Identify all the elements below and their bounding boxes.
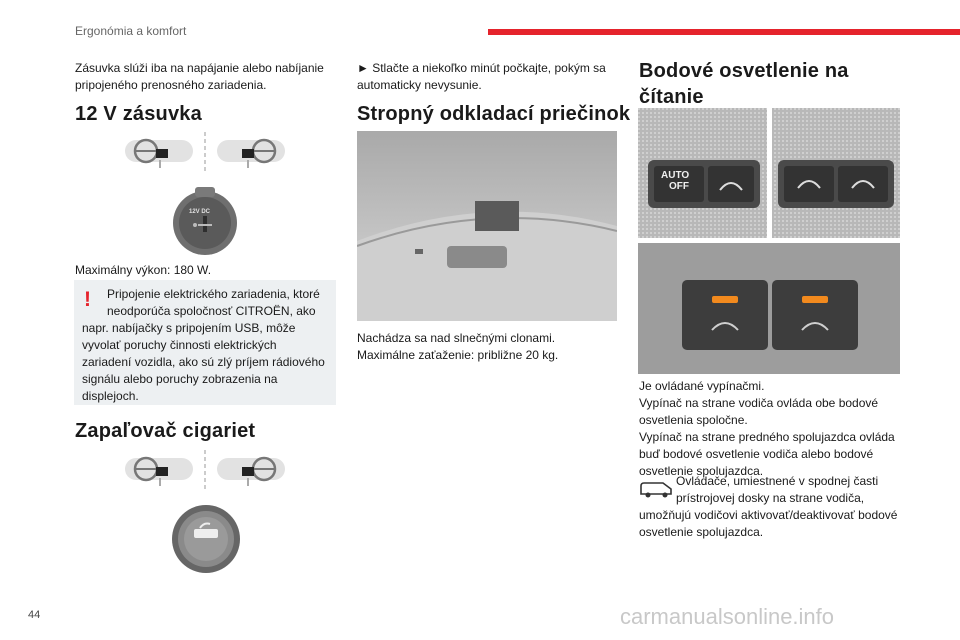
storage-heading: Stropný odkladací priečinok bbox=[357, 103, 631, 125]
warning-icon: ! bbox=[84, 288, 91, 311]
drive-side-diagram bbox=[120, 450, 290, 492]
warning-line: napr. nabíjačky s pripojením USB, môže bbox=[82, 321, 296, 335]
step-text: ► Stlačte a niekoľko minút počkajte, pokým sa automaticky nevysunie. bbox=[357, 61, 606, 92]
van-text-line: osvetlenie spolujazdca. bbox=[639, 525, 764, 539]
socket-12v-icon bbox=[170, 185, 240, 257]
socket-label: 12V DC bbox=[189, 209, 211, 215]
warning-box bbox=[74, 280, 336, 405]
header-accent-bar bbox=[488, 29, 960, 35]
warning-line: displejoch. bbox=[82, 389, 139, 403]
storage-text: Nachádza sa nad slnečnými clonami. Maximálne zaťaženie: približne 20 kg. bbox=[357, 331, 559, 362]
warning-line: signálu alebo poruchy zobrazenia na bbox=[82, 372, 278, 386]
page-number: 44 bbox=[28, 609, 41, 621]
reading-light-text: Je ovládané vypínačmi. Vypínač na strane vodiča ovláda obe bodové osvetlenia spoločne. Vypínač na strane predného spolujazdca ovláda buď bodové osvetlenie vodiča alebo bodové osvetlenie spolujazdca. bbox=[639, 379, 895, 478]
warning-line: neodporúča spoločnosť CITROËN, ako bbox=[107, 304, 316, 318]
van-text-line: umožňujú vodičovi aktivovať/deaktivovať bodové bbox=[639, 508, 898, 522]
lighter-heading: Zapaľovač cigariet bbox=[75, 420, 256, 442]
warning-line: Pripojenie elektrického zariadenia, ktoré bbox=[107, 287, 320, 301]
van-icon bbox=[639, 480, 673, 500]
intro-text: Zásuvka slúži iba na napájanie alebo nabíjanie pripojeného prenosného zariadenia. bbox=[75, 61, 324, 92]
warning-line: vyvolať poruchy činnosti elektrických bbox=[82, 338, 277, 352]
van-text-line: Ovládače, umiestnené v spodnej časti bbox=[676, 474, 879, 488]
van-text-line: prístrojovej dosky na strane vodiča, bbox=[676, 491, 865, 505]
drive-side-diagram bbox=[120, 132, 290, 174]
auto-off-label: AUTO OFF bbox=[661, 170, 690, 192]
cigarette-lighter-icon bbox=[170, 503, 242, 575]
warning-line: zariadení vozidla, ako sú zlý príjem rádiového bbox=[82, 355, 325, 369]
section-header: Ergonómia a komfort bbox=[75, 24, 187, 38]
roof-storage-photo bbox=[357, 131, 617, 321]
max-power-text: Maximálny výkon: 180 W. bbox=[75, 263, 212, 277]
socket-heading: 12 V zásuvka bbox=[75, 103, 202, 125]
watermark: carmanualsonline.info bbox=[620, 604, 835, 629]
reading-light-heading: Bodové osvetlenie na čítanie bbox=[639, 60, 849, 108]
reading-light-photo bbox=[638, 108, 900, 374]
